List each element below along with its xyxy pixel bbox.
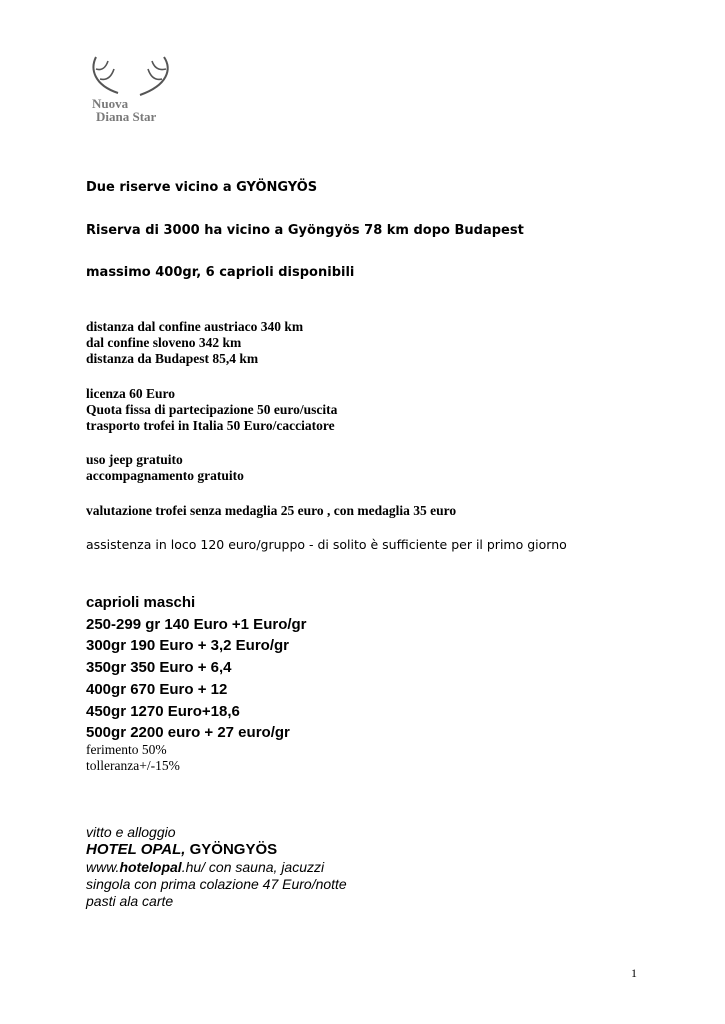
fee-line: trasporto trofei in Italia 50 Euro/cacciatore (86, 418, 335, 433)
fees-block (86, 386, 337, 434)
distance-line: dal confine sloveno 342 km (86, 335, 242, 350)
single-room-line: singola con prima colazione 47 Euro/notte (86, 876, 347, 892)
price-row: 350gr 350 Euro + 6,4 (86, 659, 232, 677)
meals-line: pasti ala carte (86, 893, 174, 909)
extra-line: uso jeep gratuito (86, 452, 183, 467)
price-row: 300gr 190 Euro + 3,2 Euro/gr (86, 637, 290, 655)
fee-line: licenza 60 Euro (86, 386, 175, 401)
extra-line: accompagnamento gratuito (86, 468, 244, 483)
lodging-title: vitto e alloggio (86, 824, 176, 840)
heading-max-weight: massimo 400gr, 6 caprioli disponibili (86, 265, 355, 280)
price-list (86, 592, 307, 744)
price-row: 250-299 gr 140 Euro +1 Euro/gr (86, 615, 307, 633)
logo-line-2: Diana Star (96, 109, 157, 124)
web-prefix: www. (86, 859, 120, 875)
assistance-text: assistenza in loco 120 euro/gruppo - di solito è sufficiente per il primo giorno (86, 537, 567, 552)
price-notes (86, 742, 180, 774)
heading-reserve-detail: Riserva di 3000 ha vicino a Gyöngyös 78 km dopo Budapest (86, 223, 524, 238)
note-line: tolleranza+/-15% (86, 758, 180, 773)
lodging-block (86, 824, 347, 910)
logo-line-1: Nuova (92, 96, 129, 111)
web-link[interactable]: hotelopal (119, 859, 182, 875)
hotel-name: HOTEL OPAL, (86, 841, 186, 858)
price-row: 450gr 1270 Euro+18,6 (86, 702, 240, 720)
logo (88, 55, 178, 125)
distance-line: distanza dal confine austriaco 340 km (86, 319, 304, 334)
hotel-web-line (86, 859, 347, 876)
page-number: 1 (631, 966, 637, 980)
fee-line: Quota fissa di partecipazione 50 euro/uscita (86, 402, 338, 417)
web-suffix: .hu/ con sauna, jacuzzi (181, 859, 325, 875)
extras-block (86, 452, 244, 484)
distance-line: distanza da Budapest 85,4 km (86, 351, 259, 366)
price-title: caprioli maschi (86, 594, 196, 611)
note-line: ferimento 50% (86, 742, 167, 757)
price-row: 400gr 670 Euro + 12 (86, 680, 228, 698)
distances-block (86, 319, 303, 367)
hotel-city: GYÖNGYÖS (189, 841, 278, 858)
heading-reserves: Due riserve vicino a GYÖNGYÖS (86, 180, 318, 195)
price-row: 500gr 2200 euro + 27 euro/gr (86, 724, 290, 742)
hotel-line (86, 841, 347, 859)
valuation-text: valutazione trofei senza medaglia 25 euro , con medaglia 35 euro (86, 503, 457, 518)
